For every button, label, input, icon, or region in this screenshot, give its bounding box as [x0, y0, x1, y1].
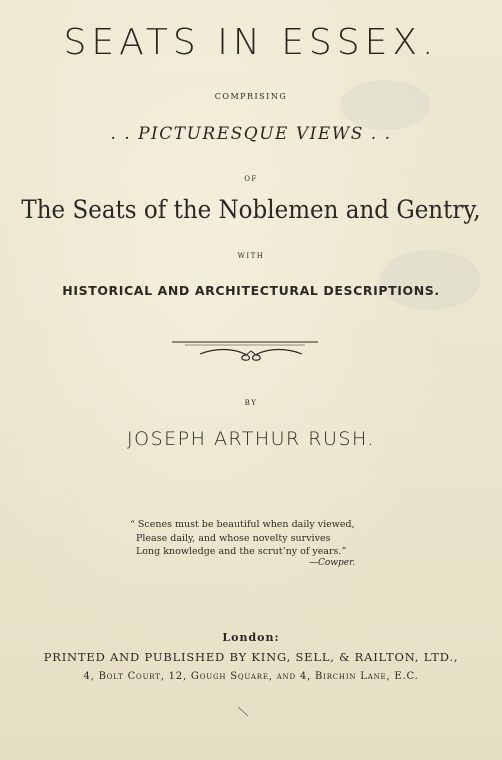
imprint-publisher: PRINTED AND PUBLISHED BY KING, SELL, & RAILTON, LTD., [43, 650, 459, 664]
comprising-label: COMPRISING [214, 92, 288, 101]
epigraph-line: Long knowledge and the scrut’ny of years.” [136, 546, 347, 557]
author-name: JOSEPH ARTHUR RUSH. [127, 428, 375, 450]
imprint-place: London: [222, 631, 280, 644]
of-label: OF [244, 175, 258, 183]
paper-stain [340, 80, 430, 130]
epigraph-line: Please daily, and whose novelty survives [136, 532, 331, 544]
book-title: SEATS IN ESSEX. [63, 22, 439, 63]
by-label: BY [244, 399, 258, 407]
picturesque-views-heading: . . PICTURESQUE VIEWS . . [110, 124, 392, 144]
ornament-rule [0, 336, 502, 366]
with-label: WITH [237, 252, 265, 260]
epigraph-line: “ Scenes must be beautiful when daily viewed, [130, 519, 355, 530]
imprint-address: 4, Bolt Court, 12, Gough Square, and 4, Birchin Lane, E.C. [83, 671, 419, 682]
epigraph [130, 518, 355, 559]
descriptions-subtitle: HISTORICAL AND ARCHITECTURAL DESCRIPTIONS. [62, 283, 440, 298]
seats-subtitle: The Seats of the Noblemen and Gentry, [21, 195, 481, 224]
epigraph-attribution: —Cowper. [309, 558, 356, 568]
pencil-mark [236, 706, 250, 718]
